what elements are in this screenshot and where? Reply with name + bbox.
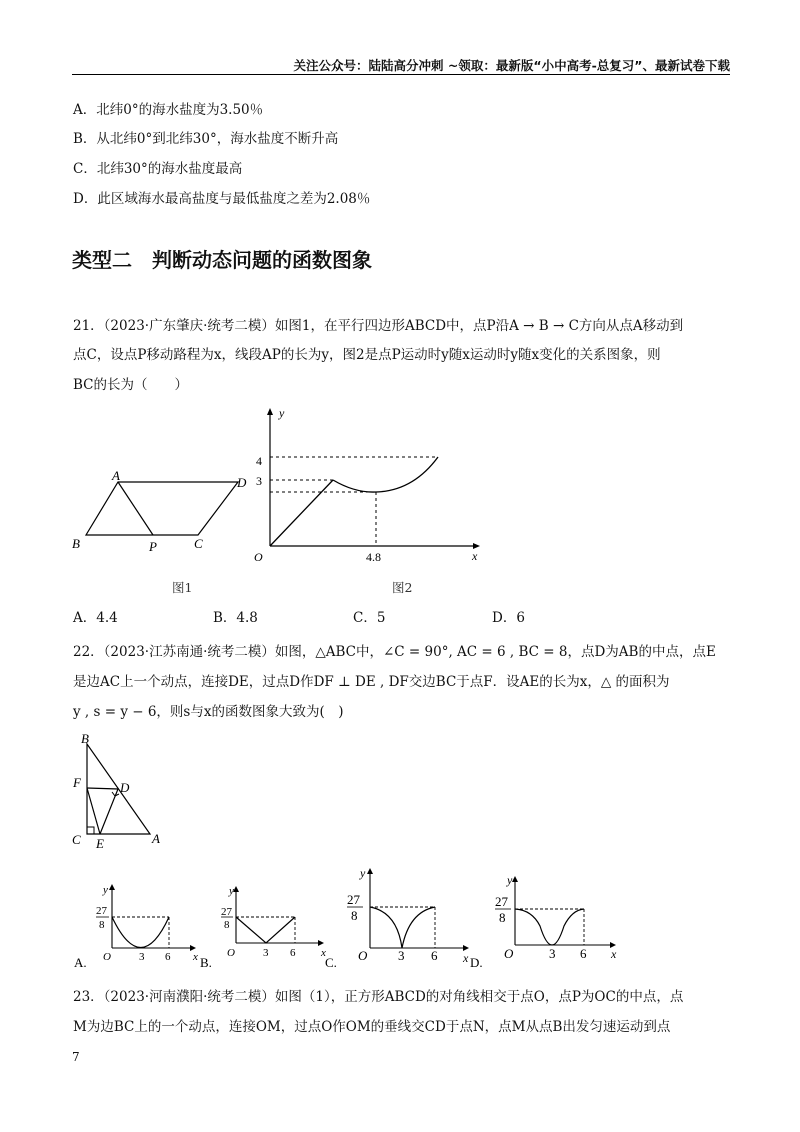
fig2-y-arrow: [267, 408, 273, 415]
graph-d-origin: O: [504, 946, 514, 961]
prev-option-c: C．北纬30°的海水盐度最高: [73, 161, 243, 177]
q22-line-1: 22．（2023·江苏南通·统考二模）如图，△ABC中，∠C = 90°, AC = 6 , BC = 8，点D为AB的中点，点E: [73, 644, 716, 660]
q21-figure-2: [245, 405, 490, 570]
segment-ap: [118, 482, 153, 535]
fig2-tick-3: 3: [256, 474, 262, 488]
graph-b-y-label: y: [229, 885, 234, 897]
fig2-tick-4-8: 4.8: [366, 550, 381, 564]
graph-a-t6: 6: [165, 951, 171, 963]
q22-graph-b: [200, 880, 340, 970]
tri-label-e: E: [96, 836, 104, 851]
fig1-label-b: B: [72, 536, 80, 551]
graph-d-letter: D.: [470, 955, 483, 970]
tri-label-a: A: [152, 831, 160, 846]
fig2-tick-4: 4: [256, 454, 262, 468]
graph-a-x-label: x: [193, 951, 198, 963]
fig2-axis-y: y: [279, 406, 285, 420]
graph-c-origin: O: [358, 948, 368, 963]
q23-line-2: M为边BC上的一个动点，连接OM，过点O作OM的垂线交CD于点N，点M从点B出发匀速运动到点: [73, 1019, 671, 1035]
section-title: 判断动态问题的函数图象: [152, 248, 372, 272]
graph-a-origin: O: [103, 951, 111, 963]
graph-b-polyline: [236, 917, 295, 943]
q22-line-3: y , s = y − 6，则s与x的函数图象大致为( ): [73, 704, 344, 720]
graph-b-num: 27: [221, 906, 232, 918]
tri-label-c: C: [72, 832, 81, 847]
graph-a-letter: A.: [74, 955, 87, 970]
graph-b-den: 8: [224, 919, 230, 931]
tri-label-b: B: [81, 731, 89, 746]
graph-c-den: 8: [351, 908, 358, 923]
q22-graph-d: [470, 870, 630, 970]
page-header: 关注公众号：陆陆高分冲刺 ~领取：最新版“小中高考-总复习”、最新试卷下载: [293, 58, 730, 73]
section-label: 类型二: [72, 248, 132, 272]
section-heading: [72, 244, 372, 273]
graph-c-t6: 6: [431, 948, 438, 963]
q22-graph-a: [72, 880, 207, 970]
graph-b-letter: B.: [200, 955, 212, 970]
header-rule: [72, 74, 730, 75]
graph-c-t3: 3: [398, 948, 405, 963]
fig1-label-c: C: [194, 536, 203, 551]
graph-a-y-label: y: [103, 884, 108, 896]
graph-d-x-label: x: [611, 947, 617, 961]
fig2-line-segment: [270, 480, 333, 546]
q21-option-a: A．4.4: [73, 610, 118, 626]
graph-a-t3: 3: [139, 951, 145, 963]
fig2-caption: 图2: [392, 580, 413, 595]
prev-option-a: A．北纬0°的海水盐度为3.50％: [73, 102, 264, 118]
q22-graph-c: [325, 862, 480, 970]
graph-a-curve: [112, 917, 169, 948]
q23-line-1: 23．（2023·河南濮阳·统考二模）如图（1），正方形ABCD的对角线相交于点O，点P为OC的中点，点: [73, 989, 684, 1005]
q21-option-d: D．6: [492, 610, 525, 626]
graph-d-curve: [515, 909, 584, 945]
graph-d-num: 27: [495, 894, 508, 909]
graph-c-num: 27: [347, 892, 360, 907]
graph-c-y-arrow: [367, 868, 373, 874]
graph-c-curve: [370, 907, 435, 948]
q21-line-1: 21．（2023·广东肇庆·统考二模）如图1，在平行四边形ABCD中，点P沿A → B → C方向从点A移动到: [73, 318, 684, 334]
q21-line-3: BC的长为（ ）: [73, 377, 189, 393]
fig2-curve: [333, 457, 438, 492]
q21-figure-1: [60, 460, 260, 560]
tri-label-d: D: [120, 780, 130, 795]
fig1-caption: 图1: [172, 580, 193, 595]
graph-c-x-label: x: [463, 951, 469, 965]
q21-line-2: 点C，设点P移动路程为x，线段AP的长为y，图2是点P运动时y随x运动时y随x变化的关系图象，则: [73, 347, 661, 363]
graph-b-x-arrow: [318, 940, 324, 946]
page-number: 7: [72, 1050, 80, 1064]
graph-b-y-arrow: [233, 886, 239, 892]
fig2-origin: O: [254, 550, 263, 564]
graph-b-t3: 3: [263, 947, 269, 959]
q21-option-b: B．4.8: [213, 610, 258, 626]
parallelogram-abcd: [86, 482, 238, 535]
q22-line-2: 是边AC上一个动点，连接DE，过点D作DF ⊥ DE , DF交边BC于点F．设AE的长为x，△ 的面积为: [73, 674, 670, 690]
q22-triangle-figure: [68, 730, 178, 855]
graph-d-den: 8: [499, 910, 506, 925]
graph-d-t6: 6: [580, 946, 587, 961]
graph-c-letter: C.: [325, 955, 337, 970]
tri-label-f: F: [73, 775, 81, 790]
graph-a-num: 27: [96, 905, 107, 917]
prev-option-d: D．此区域海水最高盐度与最低盐度之差为2.08％: [73, 191, 371, 207]
prev-option-b: B．从北纬0°到北纬30°，海水盐度不断升高: [73, 131, 339, 147]
graph-d-t3: 3: [549, 946, 556, 961]
graph-c-y-label: y: [360, 866, 366, 880]
fig2-axis-x: x: [472, 549, 478, 563]
graph-d-y-arrow: [512, 876, 518, 882]
graph-a-den: 8: [99, 919, 105, 931]
fig1-label-d: D: [237, 475, 247, 490]
graph-a-y-arrow: [109, 884, 115, 890]
fig1-label-a: A: [112, 468, 120, 483]
graph-d-y-label: y: [507, 873, 513, 887]
fig1-label-p: P: [149, 539, 157, 554]
q21-option-c: C．5: [353, 610, 386, 626]
graph-b-t6: 6: [290, 947, 296, 959]
right-angle-c: [87, 827, 94, 834]
graph-b-x-label: x: [321, 947, 326, 959]
graph-b-origin: O: [227, 947, 235, 959]
